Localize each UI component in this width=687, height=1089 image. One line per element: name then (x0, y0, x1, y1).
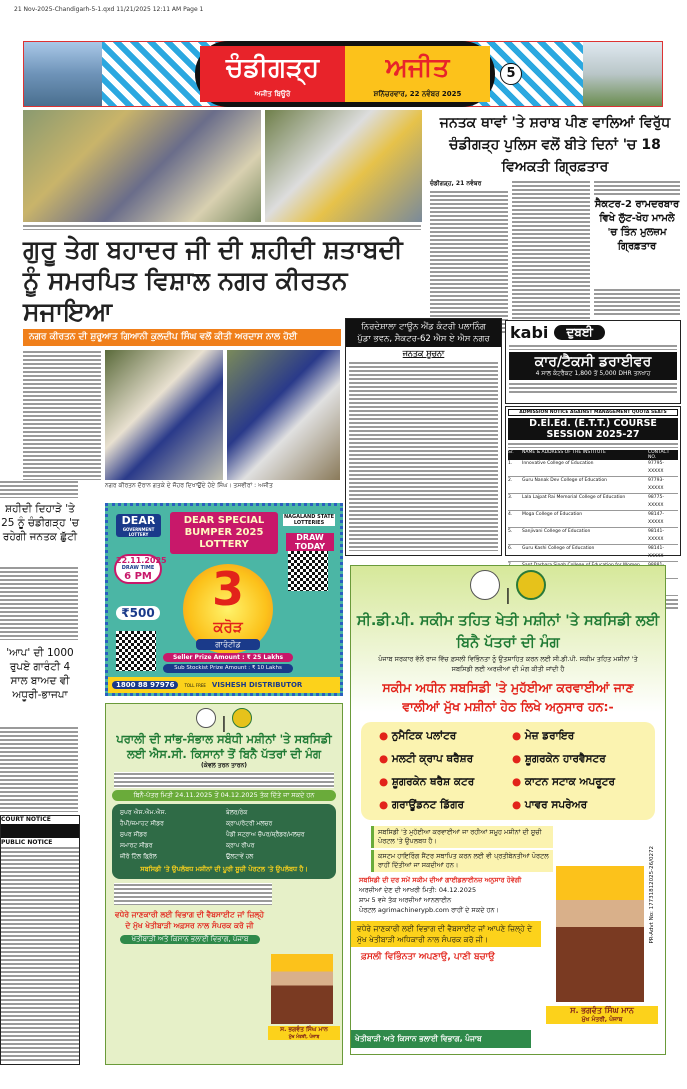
course-row-sr: 1. (508, 461, 513, 466)
side-story-body (594, 288, 680, 316)
lottery-state: NAGALAND STATE LOTTERIES (283, 514, 335, 526)
machine-item: ਬੇਲਰ/ਰੇਕ (226, 809, 248, 816)
kabi-salary: 4 ਸਾਲ ਕੰਟਰੈਕਟ 1,800 ਤੋਂ 5,000 DHR ਤਨਖਾਹ (535, 370, 651, 377)
procession-photo (23, 110, 261, 222)
col-contact: CONTACT NO. (648, 450, 670, 460)
gatka-photo-2 (227, 350, 340, 480)
ad-right-portal: ਪੋਰਟਲ agrimachinerypb.com ਰਾਹੀਂ ਦੇ ਸਕਦੇ ਹਨ। (359, 906, 499, 914)
course-row-name: Sanjivani College of Education (522, 529, 591, 534)
draw-time: 6 PM (124, 571, 152, 582)
ad-left-portal-note: ਸਬਸਿਡੀ 'ਤੇ ਉਪਲੱਬਧ ਮਸ਼ੀਨਾਂ ਦੀ ਪੂਰੀ ਸੂਚੀ ਪੋਰਟਲ 'ਤੇ ਉਪਲੱਬਧ ਹੈ। (140, 865, 308, 873)
machine-item: ਹੈਪੀ/ਜ਼ਮਾਹਟ ਸੀਡਰ (120, 820, 164, 827)
machine-item: ● ਮਲਟੀ ਕ੍ਰਾਪ ਥਰੈਸ਼ਰ (379, 753, 504, 766)
course-row-tel: 97793-XXXXX (648, 478, 664, 491)
lead-body (23, 350, 101, 480)
course-row-tel: 98141-XXXXX (648, 546, 664, 559)
ad-right-time: ਸ਼ਾਮ 5 ਵਜੇ ਤੱਕ ਅਰਜ਼ੀਆਂ ਆਨਲਾਈਨ (359, 896, 452, 904)
course-row (508, 545, 678, 562)
ad-left-dept: ਖੇਤੀਬਾੜੀ ਅਤੇ ਕਿਸਾਨ ਭਲਾਈ ਵਿਭਾਗ, ਪੰਜਾਬ (120, 935, 260, 944)
machine-item: ● ਕਾਟਨ ਸਟਾਕ ਅਪਰੂਟਰ (512, 776, 637, 789)
left-body-top (0, 480, 78, 498)
application-window: ਬਿਨੈ-ਪੱਤਰ ਮਿਤੀ 24.11.2025 ਤੋਂ 04.12.2025 ਤੱਕ ਦਿੱਤੇ ਜਾ ਸਕਦੇ ਹਨ (112, 790, 336, 801)
ad-right-last-date: ਅਰਜ਼ੀਆਂ ਦੇਣ ਦੀ ਆਖਰੀ ਮਿਤੀ: 04.12.2025 (359, 886, 477, 894)
col-sr: Sr. (508, 450, 514, 455)
course-row-tel: 98141-XXXXX (648, 529, 664, 542)
cm-title: ਮੁੱਖ ਮੰਤਰੀ, ਪੰਜਾਬ (581, 1016, 623, 1023)
govt-emblems: | (351, 570, 665, 604)
machine-item: ਉਲਟਾਵੇਂ ਹਲ (226, 853, 254, 860)
masthead-title-left: ਚੰਡੀਗੜ੍ਹ (225, 53, 320, 83)
right-story-body-1 (430, 190, 508, 333)
course-notice: ADMISSION NOTICE AGAINST MANAGEMENT QUOTA SEATS (508, 409, 678, 416)
page-number: 5 (500, 63, 522, 85)
course-row-name: Lala Lajpat Rai Memorial College of Education (522, 495, 626, 500)
stockist-prize: Sub Stockist Prize Amount : ₹ 10 Lakhs (163, 664, 293, 673)
cm-photo (556, 866, 644, 1002)
course-row (508, 477, 678, 494)
course-row-name: Moga College of Education (522, 512, 583, 517)
cm-name: ਸ. ਭਗਵੰਤ ਸਿੰਘ ਮਾਨ (570, 1006, 634, 1015)
masthead-title-right: ਅਜੀਤ (385, 53, 450, 83)
course-row-sr: 2. (508, 478, 513, 483)
left-story-1-body (0, 566, 78, 640)
ad-left-title: ਪਰਾਲੀ ਦੀ ਸਾਂਭ-ਸੰਭਾਲ ਸਬੰਧੀ ਮਸ਼ੀਨਾਂ 'ਤੇ ਸਬਸਿਡੀ ਲਈ ਐਸ.ਸੀ. ਕਿਸਾਨਾਂ ਤੋਂ ਬਿਨੈ ਪੱਤਰਾਂ ਦੀ ਮੰਗ (116, 732, 332, 761)
left-story-2-body (0, 726, 78, 812)
lottery-ad (105, 503, 343, 696)
ad-right-subtitle: ਸਕੀਮ ਅਧੀਨ ਸਬਸਿਡੀ 'ਤੇ ਮੁਹੱਈਆ ਕਰਵਾਈਆਂ ਜਾਣ ਵਾਲੀਆਂ ਮੁੱਖ ਮਸ਼ੀਨਾਂ ਹੇਠ ਲਿਖੇ ਅਨੁਸਾਰ ਹਨ:- (382, 680, 634, 714)
side-headline: ਸੈਕਟਰ-2 ਰਾਮਦਰਬਾਰ ਵਿਖੇ ਲੁੱਟ-ਖੋਹ ਮਾਮਲੇ 'ਚ ਤਿੰਨ ਮੁਲਜ਼ਮ ਗ੍ਰਿਫ਼ਤਾਰ (594, 199, 680, 252)
lead-headline: ਗੁਰੂ ਤੇਗ ਬਹਾਦਰ ਜੀ ਦੀ ਸ਼ਹੀਦੀ ਸ਼ਤਾਬਦੀ ਨੂੰ ਸਮਰਪਿਤ ਵਿਸ਼ਾਲ ਨਗਰ ਕੀਰਤਨ ਸਜਾਇਆ (23, 235, 403, 326)
pr-advt-number: PR-Advt No: 17731812025-26/0272 (649, 846, 655, 944)
kabi-dubai-ad (505, 320, 681, 404)
course-row-tel: 98147-XXXXX (648, 512, 664, 525)
notice-title: ਜਨਤਕ ਸੂਚਨਾ (402, 349, 445, 358)
photo-caption (23, 224, 421, 230)
court-notice-label: COURT NOTICE (1, 816, 51, 823)
course-row (508, 494, 678, 511)
ad-right-title: ਸੀ.ਡੀ.ਪੀ. ਸਕੀਮ ਤਹਿਤ ਖੇਤੀ ਮਸ਼ੀਨਾਂ 'ਤੇ ਸਬਸਿਡੀ ਲਈ ਬਿਨੈ ਪੱਤਰਾਂ ਦੀ ਮੰਗ (356, 613, 660, 651)
course-row-name: Guru Kashi College of Education (522, 546, 595, 551)
right-story-body-3 (594, 180, 680, 196)
draw-time-label: DRAW TIME (121, 565, 155, 571)
machine-item: ਪੈਡੀ ਸਟ੍ਰਾਅ ਚੌਪਰ/ਸ਼੍ਰੈਡਰ/ਮਲਚਰ (226, 831, 305, 838)
draw-date: 22.11.2025 (116, 556, 167, 565)
stubble-subsidy-ad (105, 703, 343, 1065)
ad-right-dept: ਖੇਤੀਬਾੜੀ ਅਤੇ ਕਿਸਾਨ ਭਲਾਈ ਵਿਭਾਗ, ਪੰਜਾਬ (351, 1030, 531, 1048)
cm-name: ਸ. ਭਗਵੰਤ ਸਿੰਘ ਮਾਨ (280, 1026, 328, 1033)
cm-photo (271, 954, 333, 1024)
ad-right-intro: ਪੰਜਾਬ ਸਰਕਾਰ ਵੱਲੋਂ ਰਾਜ ਵਿੱਚ ਫ਼ਸਲੀ ਵਿਭਿੰਨਤਾ ਨੂੰ ਉਤਸ਼ਾਹਿਤ ਕਰਨ ਲਈ ਸੀ.ਡੀ.ਪੀ. ਸਕੀਮ ਤਹਿਤ ਮਸ਼ੀਨਾਂ 'ਤੇ ਸਬਸਿਡੀ ਲਈ ਅਰਜ਼ੀਆਂ ਦੀ ਮੰਗ ਕੀਤੀ ਜਾਂਦੀ ਹੈ (378, 655, 638, 673)
seller-prize: Seller Prize Amount : ₹ 25 Lakhs (163, 653, 293, 662)
left-story-1-headline: ਸ਼ਹੀਦੀ ਦਿਹਾੜੇ 'ਤੇ 25 ਨੂੰ ਚੰਡੀਗੜ੍ਹ 'ਚ ਰਹੇਗੀ ਜਨਤਕ ਛੁੱਟੀ (1, 503, 79, 543)
qr-code-icon (116, 631, 156, 671)
notice-header-1: ਨਿਰਦੇਸ਼ਾਲਾ ਟਾਊਨ ਐਂਡ ਕੰਟਰੀ ਪਲਾਨਿੰਗ (361, 322, 486, 332)
machine-item: ਸੁਪਰ ਐਸ.ਐਮ.ਐਸ. (120, 809, 167, 816)
course-row-tel: 98775-XXXXX (648, 495, 664, 508)
public-notice (345, 318, 502, 556)
ad-right-slogan: ਫ਼ਸਲੀ ਵਿਭਿੰਨਤਾ ਅਪਣਾਉ, ਪਾਣੀ ਬਚਾਉ (361, 952, 495, 962)
lottery-title: DEAR SPECIAL BUMPER 2025 LOTTERY (170, 512, 278, 554)
ad-right-contact: ਵਧੇਰੇ ਜਾਣਕਾਰੀ ਲਈ ਵਿਭਾਗ ਦੀ ਵੈਬਸਾਈਟ ਜਾਂ ਆਪਣੇ ਜ਼ਿਲ੍ਹੇ ਦੇ ਮੁੱਖ ਖੇਤੀਬਾੜੀ ਅਧਿਕਾਰੀ ਨਾਲ ਸੰਪਰਕ ਕਰੋ ਜੀ। (351, 921, 541, 947)
ad-right-note-1: ਸਬਸਿਡੀ 'ਤੇ ਮੁਹੱਈਆ ਕਰਵਾਈਆਂ ਜਾ ਰਹੀਆਂ ਸਮੂਹ ਮਸ਼ੀਨਾਂ ਦੀ ਸੂਚੀ ਪੋਰਟਲ 'ਤੇ ਉਪਲਬਧ ਹੈ। (371, 826, 553, 848)
monument-photo (583, 42, 662, 106)
course-row-sr: 3. (508, 495, 513, 500)
machine-item: ਸੁਪਰ ਸੀਡਰ (120, 831, 147, 838)
machine-item: ਸਮਾਰਟ ਸੀਡਰ (120, 842, 153, 849)
gatka-caption: ਨਗਰ ਕੀਰਤਨ ਦੌਰਾਨ ਗਤਕੇ ਦੇ ਜੌਹਰ ਦਿਖਾਉਂਦੇ ਹੋਏ ਸਿੰਘ। ਤਸਵੀਰਾਂ : ਅਜੀਤ (105, 482, 273, 489)
machine-item: ● ਪਾਵਰ ਸਪਰੇਅਰ (512, 799, 637, 812)
prize-guarantee: ਗਾਰੰਟੀਡ (196, 639, 260, 650)
kabi-logo: kabi (510, 323, 549, 342)
course-ad (505, 406, 681, 559)
notice-body (349, 361, 498, 551)
machine-item: ਕ੍ਰਾਪ ਰੀਪਰ (226, 842, 255, 849)
print-slug: 21 Nov-2025-Chandigarh-5-1.qxd 11/21/2025 12:11 AM Page 1 (14, 6, 204, 13)
course-row-tel: 97795-XXXXX (648, 461, 664, 474)
prize-amount: 3 (211, 562, 244, 616)
right-story-dateline: ਚੰਡੀਗੜ੍ਹ, 21 ਨਵੰਬਰ (430, 180, 482, 187)
leaders-photo (265, 110, 422, 222)
course-row (508, 460, 678, 477)
course-row (508, 528, 678, 545)
govt-emblems: | (106, 708, 342, 732)
public-notice-label: PUBLIC NOTICE (1, 839, 53, 846)
masthead-subtitle: ਅਜੀਤ ਬਿਊਰੋ (254, 90, 291, 98)
ad-left-sub: (ਕੇਵਲ ਤਰਨ ਤਾਰਨ) (201, 762, 247, 769)
right-story-body-2 (512, 180, 590, 333)
masthead-date: ਸ਼ਨਿੱਚਰਵਾਰ, 22 ਨਵੰਬਰ 2025 (373, 90, 462, 98)
lake-photo (24, 42, 102, 106)
lottery-brand: DEAR (121, 514, 156, 527)
course-title: D.El.Ed. (E.T.T.) COURSE SESSION 2025-27 (508, 418, 678, 440)
machine-item: ● ਮੇਜ਼ ਡਰਾਇਰ (512, 730, 637, 743)
col-name: NAME & ADDRESS OF THE INSTITUTE (522, 450, 606, 455)
machine-item: ● ਨੁਮੈਟਿਕ ਪਲਾਂਟਰ (379, 730, 504, 743)
lottery-brand-sub: GOVERNMENT LOTTERY (122, 527, 155, 537)
right-story-headline: ਜਨਤਕ ਥਾਵਾਂ 'ਤੇ ਸ਼ਰਾਬ ਪੀਣ ਵਾਲਿਆਂ ਵਿਰੁੱਧ ਚੰਡੀਗੜ੍ਹ ਪੁਲਿਸ ਵਲੋਂ ਬੀਤੇ ਦਿਨਾਂ 'ਚ 18 ਵਿਅਕਤੀ ਗ੍ਰਿਫ਼ਤਾਰ (439, 115, 671, 175)
machine-item: ਕ੍ਰਾਪ/ਰੋਟਰੀ ਮਲਚਰ (226, 820, 273, 827)
course-row-sr: 6. (508, 546, 513, 551)
toll-free-label: TOLL FREE (184, 682, 206, 688)
course-row-name: Innovative College of Education (522, 461, 594, 466)
notice-header-2: ਪੁੱਡਾ ਭਵਨ, ਸੈਕਟਰ-62 ਐਸ ਏ ਐਸ ਨਗਰ (357, 334, 490, 344)
ad-right-note-2: ਕਸਟਮ ਹਾਇਰਿੰਗ ਸੈਂਟਰ ਸਥਾਪਿਤ ਕਰਨ ਲਈ ਵੀ ਪ੍ਰਤੀਬੇਨਤੀਆਂ ਪੋਰਟਲ ਰਾਹੀਂ ਦਿੱਤੀਆਂ ਜਾ ਸਕਦੀਆਂ ਹਨ। (371, 850, 553, 872)
draw-today-badge: DRAW TODAY (286, 533, 334, 551)
gatka-photo-1 (105, 350, 223, 480)
masthead-logo (195, 41, 495, 107)
course-row-sr: 5. (508, 529, 513, 534)
machine-item: ● ਸ਼ੂਗਰਕੇਨ ਥਰੈਸ਼ ਕਟਰ (379, 776, 504, 789)
ad-left-contact: ਵਧੇਰੇ ਜਾਣਕਾਰੀ ਲਈ ਵਿਭਾਗ ਦੀ ਵੈਬਸਾਈਟ ਜਾਂ ਜ਼ਿਲ੍ਹੇ ਦੇ ਮੁੱਖ ਖੇਤੀਬਾੜੀ ਅਫ਼ਸਰ ਨਾਲ ਸੰਪਰਕ ਕਰੋ ਜੀ (114, 910, 265, 930)
qr-code-icon-2 (288, 551, 328, 591)
distributor: VISHESH DISTRIBUTOR (211, 681, 303, 689)
cdp-subsidy-ad (350, 565, 666, 1055)
kabi-title: ਕਾਰ/ਟੈਕਸੀ ਡਰਾਈਵਰ (534, 354, 652, 370)
machine-item: ● ਸ਼ੂਗਰਕੇਨ ਹਾਰਵੈਸਟਰ (512, 753, 637, 766)
kabi-city: ਦੁਬਈ (554, 325, 605, 340)
toll-free-phone[interactable]: 1800 88 97976 (112, 681, 178, 689)
machine-item: ● ਗਰਾਊਂਡਨਟ ਡਿੱਗਰ (379, 799, 504, 812)
machine-item: ਜ਼ੀਰੋ ਟਿੱਲ ਡ੍ਰਿੱਲ (120, 853, 157, 860)
left-story-2-headline: 'ਆਪ' ਦੀ 1000 ਰੁਪਏ ਗਾਰੰਟੀ 4 ਸਾਲ ਬਾਅਦ ਵੀ ਅਧੂਰੀ-ਭਾਜਪਾ (6, 647, 74, 701)
cm-title: ਮੁੱਖ ਮੰਤਰੀ, ਪੰਜਾਬ (288, 1035, 320, 1040)
course-row-sr: 4. (508, 512, 513, 517)
prize-crore: ਕਰੋੜ (213, 618, 243, 636)
ticket-price: ₹500 (116, 606, 160, 620)
course-row-name: Guru Nanak Dev College of Education (522, 478, 607, 483)
classifieds (0, 815, 80, 1065)
lead-subhead: ਨਗਰ ਕੀਰਤਨ ਦੀ ਸ਼ੁਰੂਆਤ ਗਿਆਨੀ ਕੁਲਦੀਪ ਸਿੰਘ ਵਲੋਂ ਕੀਤੀ ਅਰਦਾਸ ਨਾਲ ਹੋਈ (23, 329, 341, 346)
ad-right-rule: ਸਬਸਿਡੀ ਦੀ ਦਰ ਸਮੇਂ ਸਕੀਮ ਦੀਆਂ ਗਾਈਡਲਾਈਨਜ਼ ਅਨੁਸਾਰ ਹੋਵੇਗੀ (359, 876, 522, 884)
course-row (508, 511, 678, 528)
